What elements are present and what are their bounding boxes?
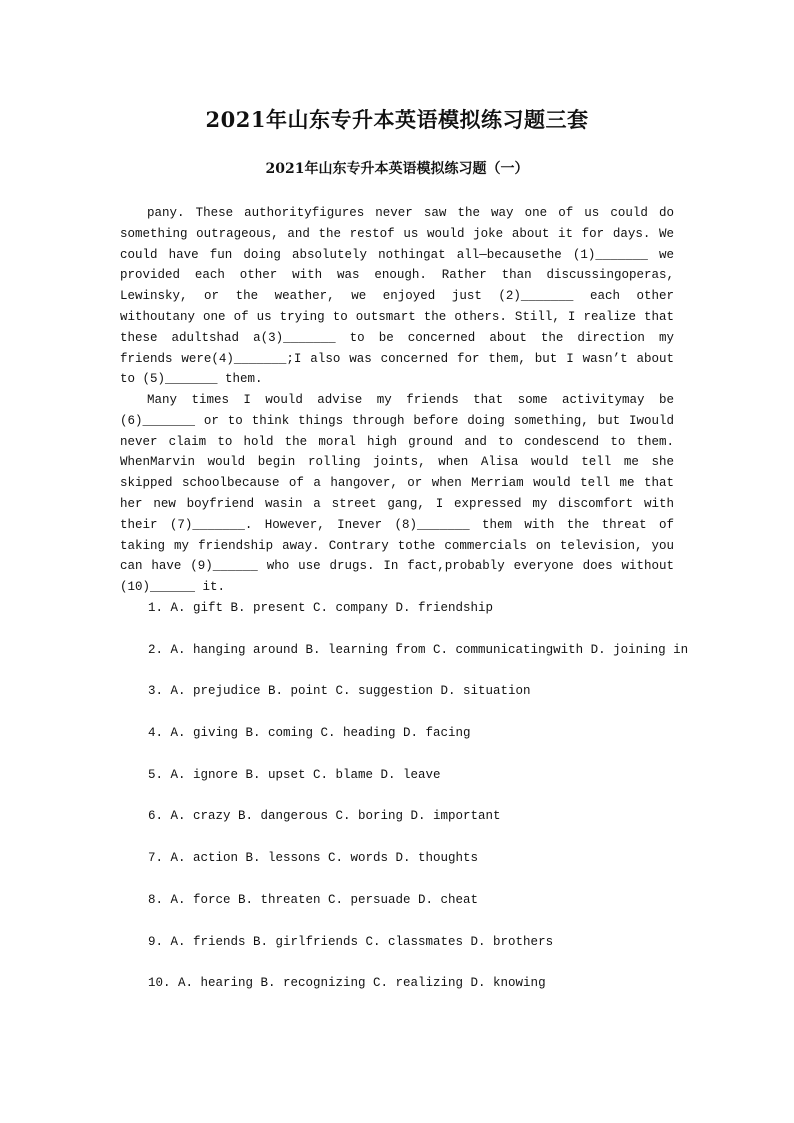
question-item-4: 4. A. giving B. coming C. heading D. facing [148,726,471,741]
question-item-7: 7. A. action B. lessons C. words D. thoughts [148,851,479,866]
question-list [148,598,688,1015]
question-item-1: 1. A. gift B. present C. company D. friendship [148,601,494,615]
question-item-8: 8. A. force B. threaten C. persuade D. cheat [148,892,479,907]
document-subtitle: 2021年山东专升本英语模拟练习题（一） [265,161,529,177]
passage-paragraph-2: Many times I would advise my friends that some activitymay be (6)_______ or to think things through before doing something, but Iwould never claim to hold the moral high ground and to condescend to them. WhenMarvin would begin rolling joints, when Alisa would tell me she skipped schoolbecause of a hangover, or when Merriam would tell me that her new boyfriend wasin a street gang, I expressed my discomfort with their (7)_______. However, Inever (8)_______ them with the threat of taking my friendship away. Contrary tothe commercials on television, you can have (9)______ who use drugs. In fact,probably everyone does without (10)______ it. [120,393,674,595]
question-item-3: 3. A. prejudice B. point C. suggestion D. situation [148,684,531,699]
document-title: 2021年山东专升本英语模拟练习题三套 [205,107,589,132]
question-item-10: 10. A. hearing B. recognizing C. realizing D. knowing [148,976,546,991]
question-item-5: 5. A. ignore B. upset C. blame D. leave [148,767,441,782]
question-item-6: 6. A. crazy B. dangerous C. boring D. important [148,809,501,824]
question-item-2: 2. A. hanging around B. learning from C. communicatingwith D. joining in [148,642,689,657]
passage-paragraph-1: pany. These authorityfigures never saw the way one of us could do something outrageous, and the restof us would joke about it for days. We could have fun doing absolutely nothingat all—becausethe (1)_______ we provided each other with was enough. Rather than discussingoperas, Lewinsky, or the weather, we enjoyed just (2)_______ each other withoutany one of us trying to outsmart the others. Still, I realize that these adultshad a(3)_______ to be concerned about the direction my friends were(4)_______;I also was concerned for them, but I wasn’t about to (5)_______ them. [120,206,674,387]
question-item-9: 9. A. friends B. girlfriends C. classmates D. brothers [148,934,554,949]
